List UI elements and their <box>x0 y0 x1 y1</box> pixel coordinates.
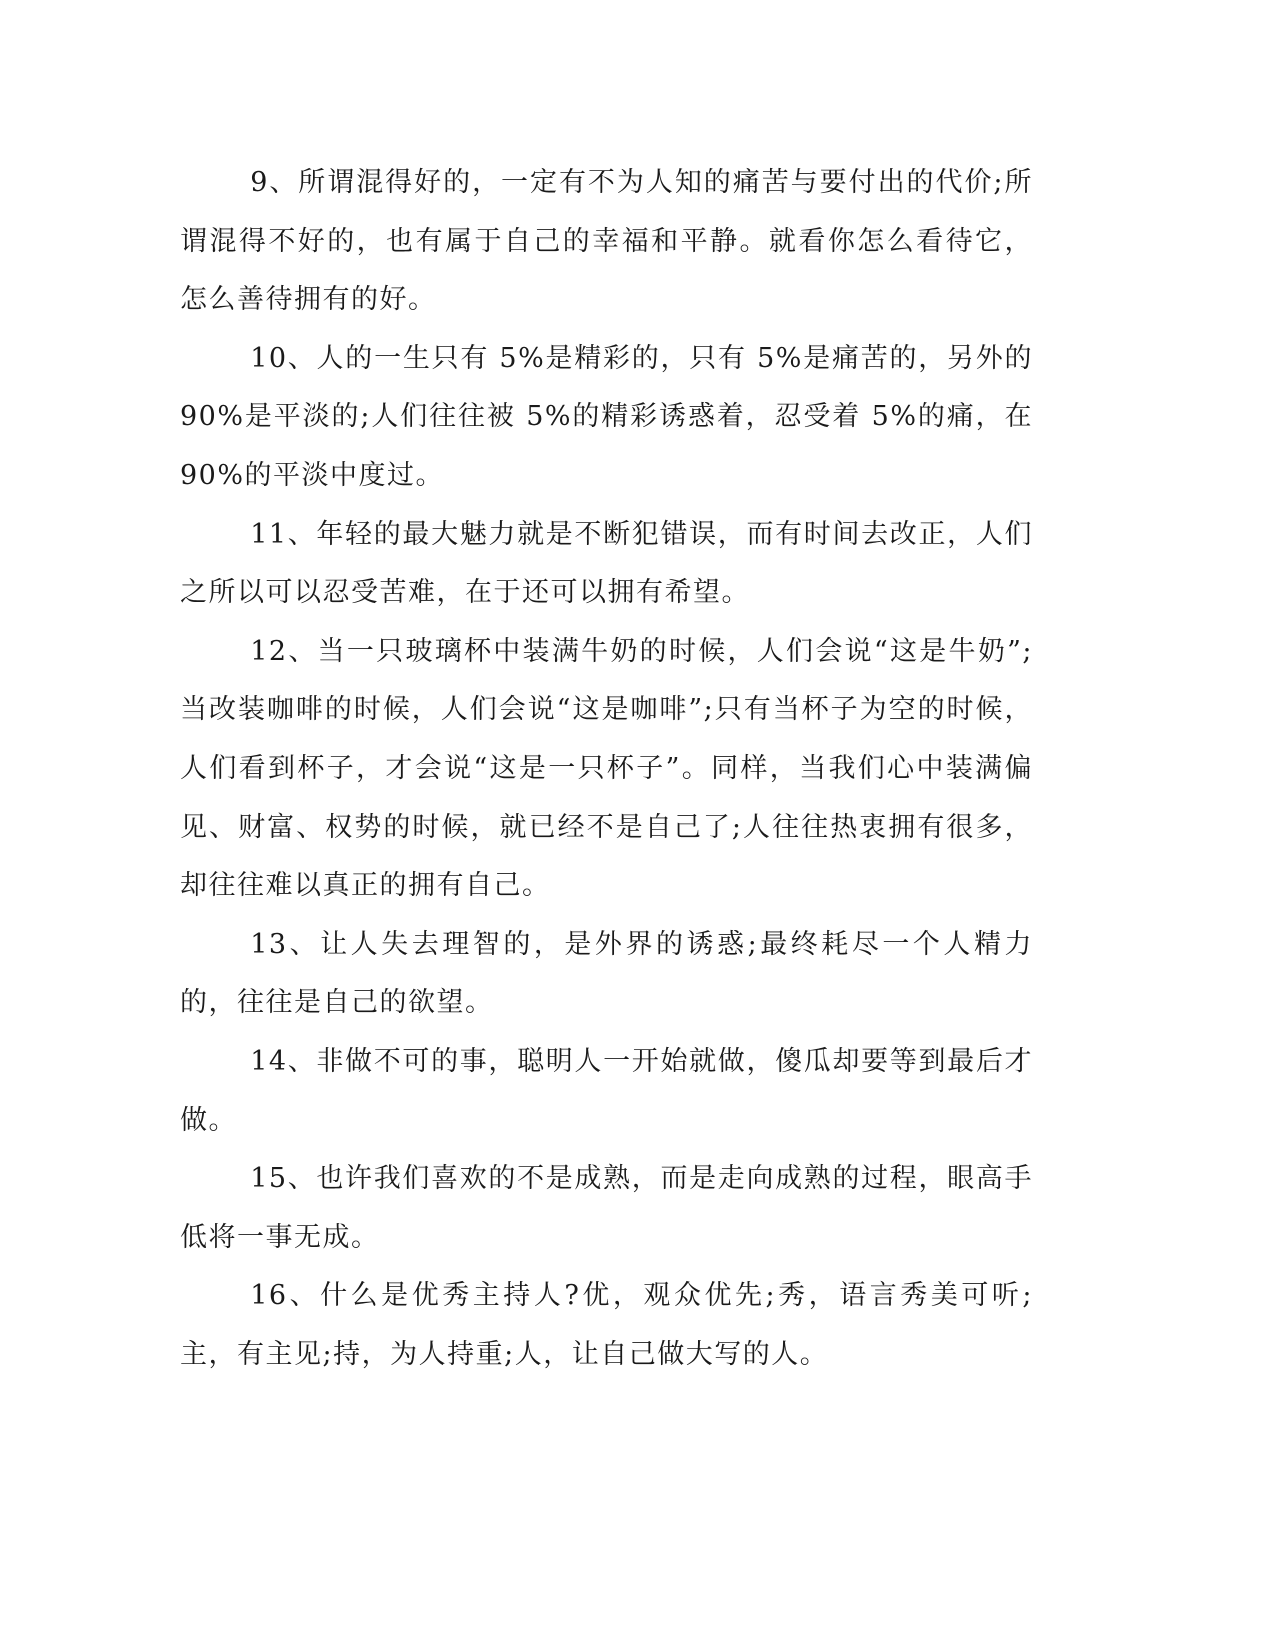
paragraph-13: 13、让人失去理智的，是外界的诱惑;最终耗尽一个人精力的，往往是自己的欲望。 <box>180 928 1033 1019</box>
paragraph-10: 10、人的一生只有 5%是精彩的，只有 5%是痛苦的，另外的 90%是平淡的;人们往往被 5%的精彩诱惑着，忍受着 5%的痛，在 90%的平淡中度过。 <box>180 342 1033 491</box>
paragraph-9: 9、所谓混得好的，一定有不为人知的痛苦与要付出的代价;所谓混得不好的，也有属于自己的幸福和平静。就看你怎么看待它，怎么善待拥有的好。 <box>180 167 1033 316</box>
document-body <box>180 154 1033 1384</box>
paragraph-15: 15、也许我们喜欢的不是成熟，而是走向成熟的过程，眼高手低将一事无成。 <box>180 1163 1033 1253</box>
paragraph-16: 16、什么是优秀主持人?优，观众优先;秀，语言秀美可听;主，有主见;持，为人持重;人，让自己做大写的人。 <box>180 1280 1033 1370</box>
paragraph-12: 12、当一只玻璃杯中装满牛奶的时候，人们会说“这是牛奶”;当改装咖啡的时候，人们会说“这是咖啡”;只有当杯子为空的时候，人们看到杯子，才会说“这是一只杯子”。同样，当我们心中装满偏见、财富、权势的时候，就已经不是自己了;人往往热衷拥有很多，却往往难以真正的拥有自己。 <box>180 635 1033 902</box>
paragraph-11: 11、年轻的最大魅力就是不断犯错误，而有时间去改正，人们之所以可以忍受苦难，在于还可以拥有希望。 <box>180 518 1033 609</box>
paragraph-14: 14、非做不可的事，聪明人一开始就做，傻瓜却要等到最后才做。 <box>180 1045 1033 1136</box>
